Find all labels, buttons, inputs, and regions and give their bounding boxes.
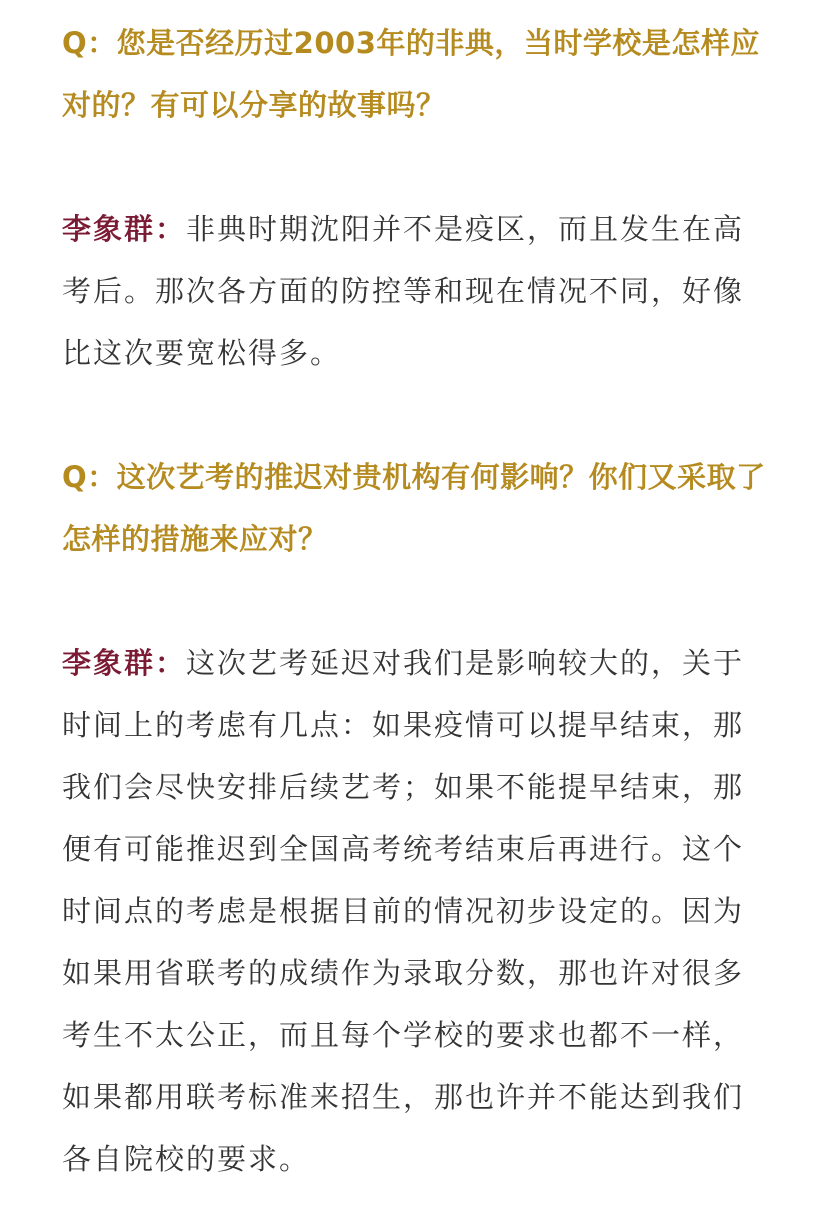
answer-1 (62, 198, 772, 384)
article-body (62, 12, 772, 1190)
question-1: Q：您是否经历过2003年的非典，当时学校是怎样应对的？有可以分享的故事吗？ (62, 26, 760, 122)
spacer (62, 384, 772, 446)
answer-text: 非典时期沈阳并不是疫区，而且发生在高考后。那次各方面的防控等和现在情况不同，好像比这次要宽松得多。 (62, 212, 745, 370)
spacer (62, 570, 772, 632)
spacer (62, 136, 772, 198)
speaker-label: 李象群： (62, 646, 187, 680)
answer-2 (62, 632, 772, 1190)
question-2: Q：这次艺考的推迟对贵机构有何影响？你们又采取了怎样的措施来应对？ (62, 460, 766, 556)
answer-text: 这次艺考延迟对我们是影响较大的，关于时间上的考虑有几点：如果疫情可以提早结束，那我们会尽快安排后续艺考；如果不能提早结束，那便有可能推迟到全国高考统考结束后再进行。这个时间点的考虑是根据目前的情况初步设定的。因为如果用省联考的成绩作为录取分数，那也许对很多考生不太公正，而且每个学校的要求也都不一样，如果都用联考标准来招生，那也许并不能达到我们各自院校的要求。 (62, 646, 745, 1176)
speaker-label: 李象群： (62, 212, 187, 246)
